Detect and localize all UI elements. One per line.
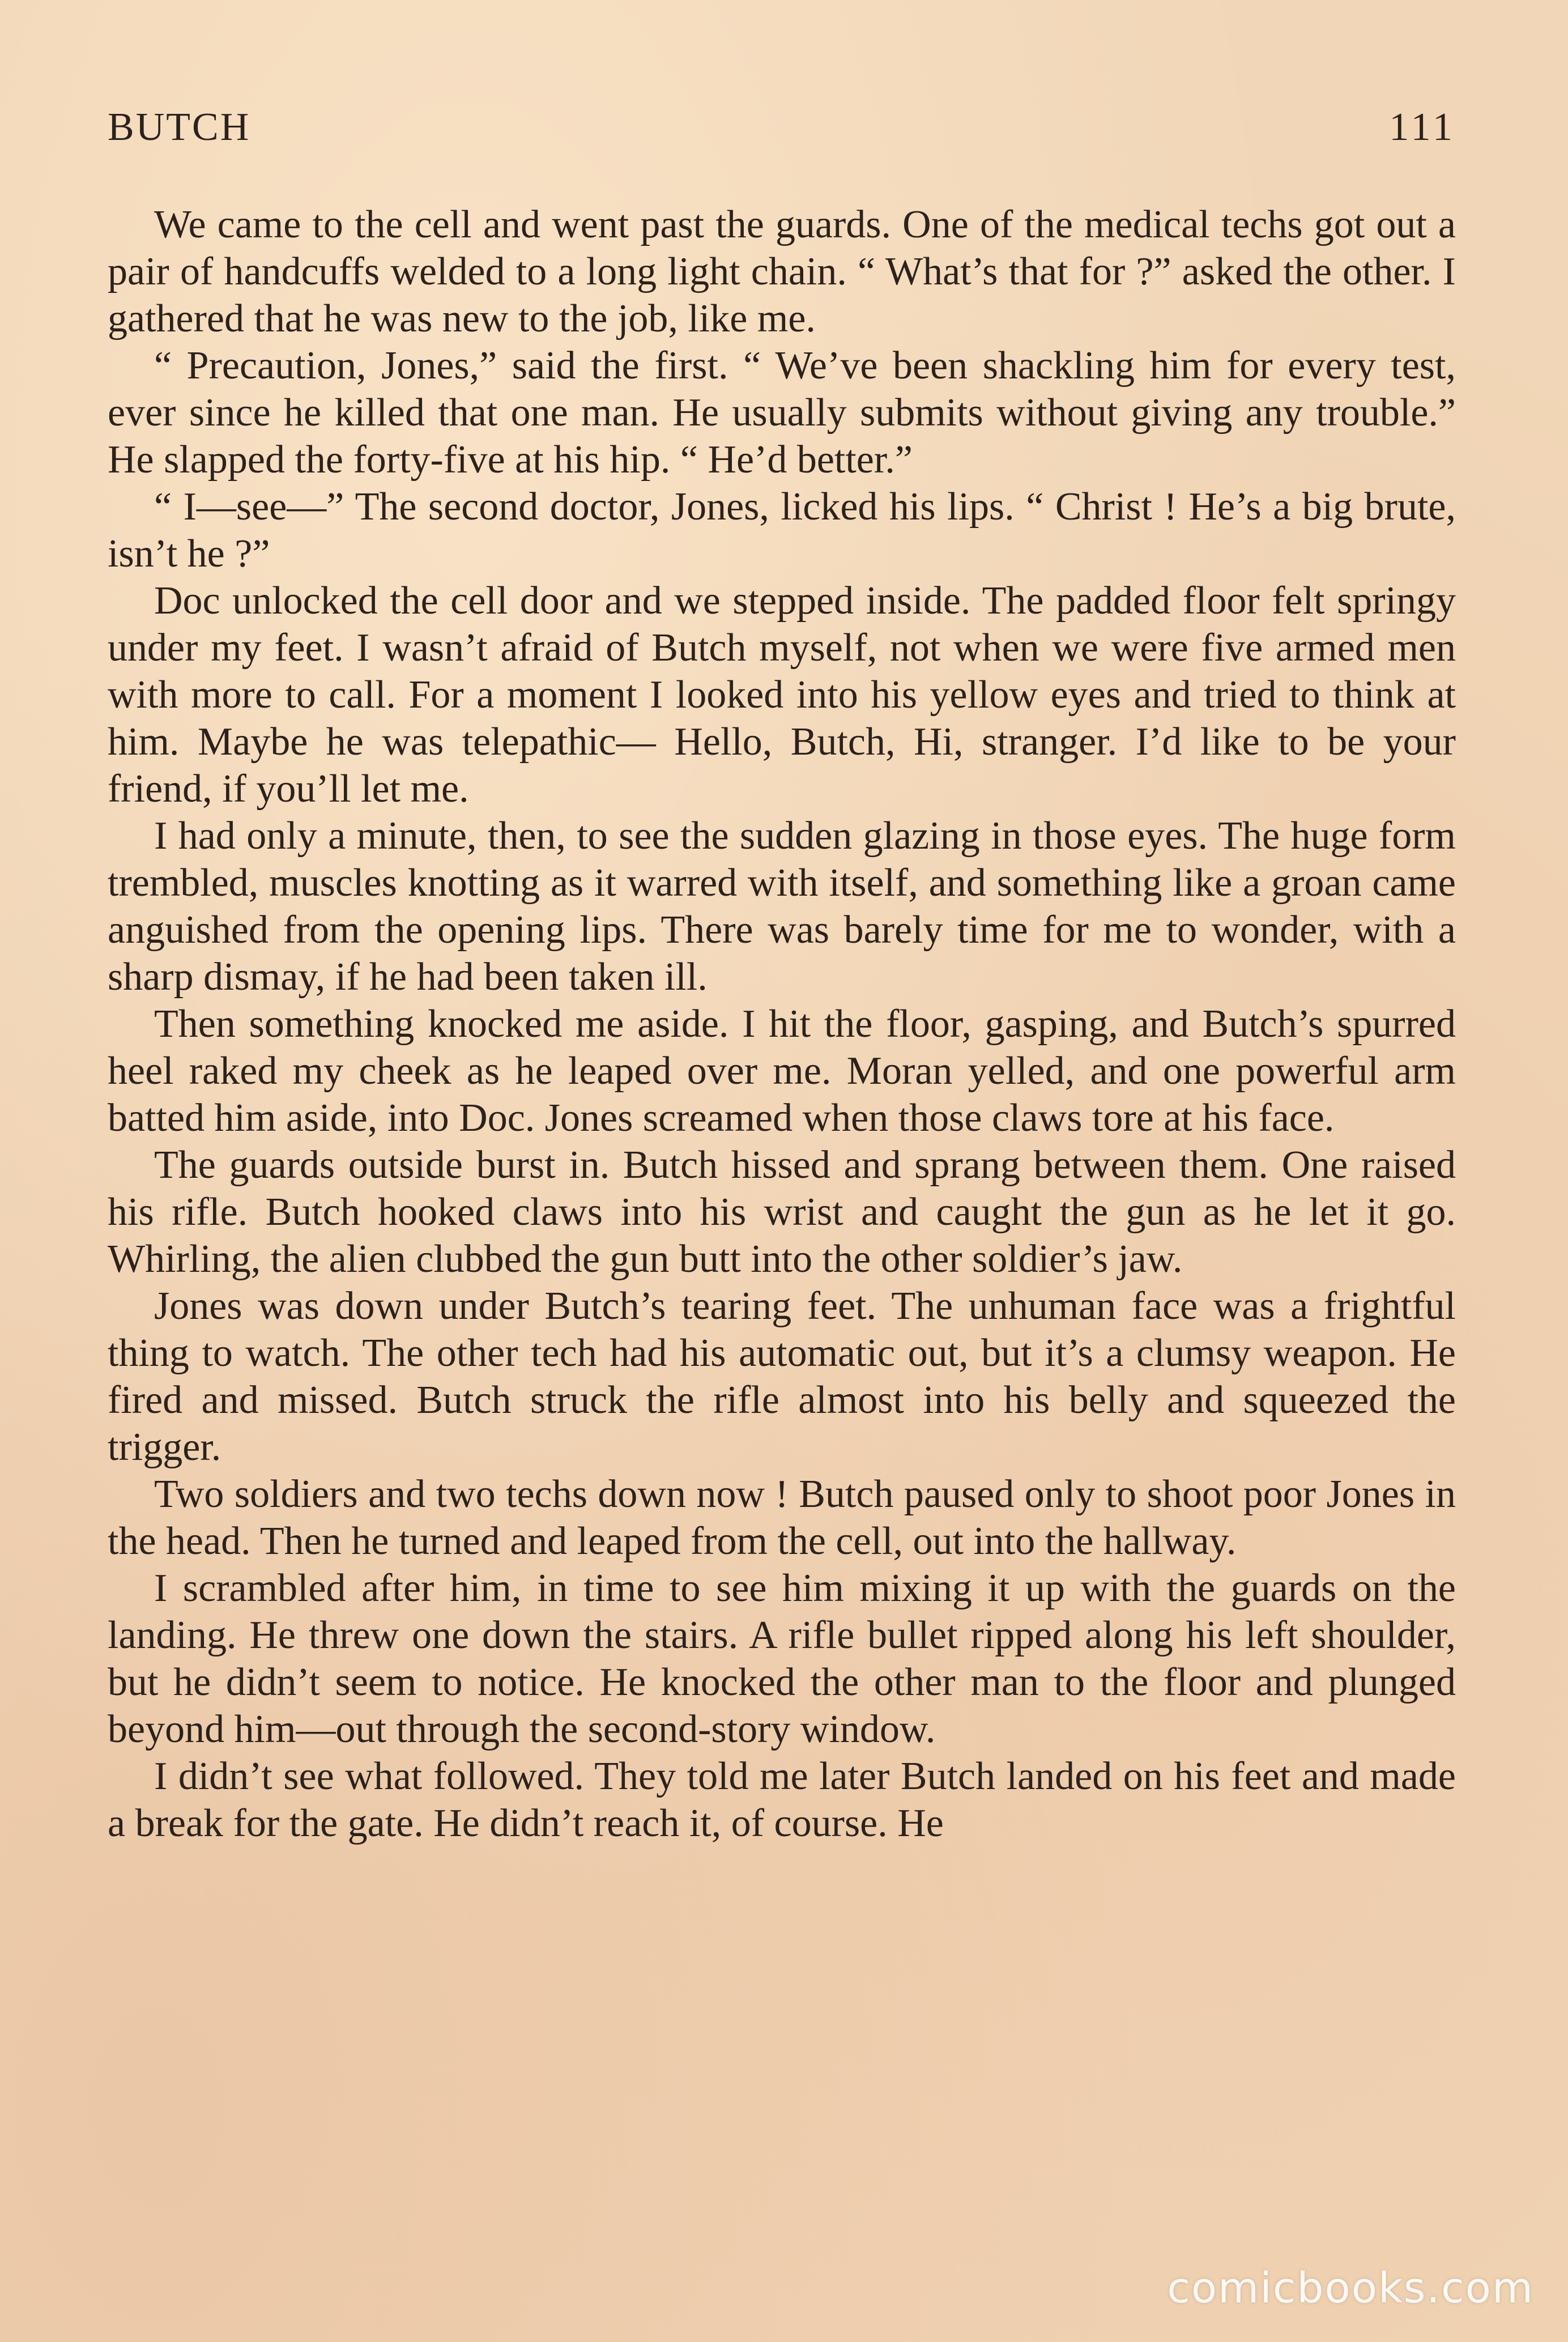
paragraph: Two soldiers and two techs down now ! Butch paused only to shoot poor Jones in the head. Then he turned and leaped from the cell, out into the hallway. xyxy=(108,1472,1456,1563)
paragraph: Jones was down under Butch’s tearing feet. The unhuman face was a frightful thing to watch. The other tech had his automatic out, but it’s a clumsy weapon. He fired and missed. Butch struck the rifle almost into his belly and squeezed the trigger. xyxy=(108,1284,1456,1469)
paragraph: Doc unlocked the cell door and we stepped inside. The padded floor felt springy under my feet. I wasn’t afraid of Butch myself, not when we were five armed men with more to call. For a moment I looked into his yellow eyes and tried to think at him. Maybe he was telepathic— Hello, Butch, Hi, stranger. I’d like to be your friend, if you’ll let me. xyxy=(108,579,1456,811)
paragraph: The guards outside burst in. Butch hissed and sprang between them. One raised his rifle. Butch hooked claws into his wrist and caught the gun as he let it go. Whirling, the alien clubbed the gun butt into the other soldier’s jaw. xyxy=(108,1143,1456,1281)
paragraph: We came to the cell and went past the guards. One of the medical techs got out a pair of handcuffs welded to a long light chain. “ What’s that for ?” asked the other. I gathered that he was new to the job, like me. xyxy=(108,203,1456,340)
paragraph: I had only a minute, then, to see the sudden glazing in those eyes. The huge form trembled, muscles knotting as it warred with itself, and something like a groan came anguished from the opening lips. There was barely time for me to wonder, with a sharp dismay, if he had been taken ill. xyxy=(108,814,1456,999)
paragraph: “ Precaution, Jones,” said the first. “ We’ve been shackling him for every test, ever since he killed that one man. He usually submits without giving any trouble.” He slapped the forty-five at his hip. “ He’d better.” xyxy=(108,344,1456,482)
text-body xyxy=(108,201,1456,1847)
paragraph: “ I—see—” The second doctor, Jones, licked his lips. “ Christ ! He’s a big brute, isn’t he ?” xyxy=(108,485,1456,576)
running-head xyxy=(108,105,1456,156)
paragraph: Then something knocked me aside. I hit the floor, gasping, and Butch’s spurred heel raked my cheek as he leaped over me. Moran yelled, and one powerful arm batted him aside, into Doc. Jones screamed when those claws tore at his face. xyxy=(108,1002,1456,1140)
paragraph: I scrambled after him, in time to see him mixing it up with the guards on the landing. He threw one down the stairs. A rifle bullet ripped along his left shoulder, but he didn’t seem to notice. He knocked the other man to the floor and plunged beyond him—out through the second-story window. xyxy=(108,1566,1456,1751)
paragraph: I didn’t see what followed. They told me later Butch landed on his feet and made a break for the gate. He didn’t reach it, of course. He xyxy=(108,1755,1456,1845)
running-title: BUTCH xyxy=(108,105,251,149)
watermark: comicbooks.com xyxy=(1167,2264,1534,2313)
page-number: 111 xyxy=(1389,105,1456,149)
